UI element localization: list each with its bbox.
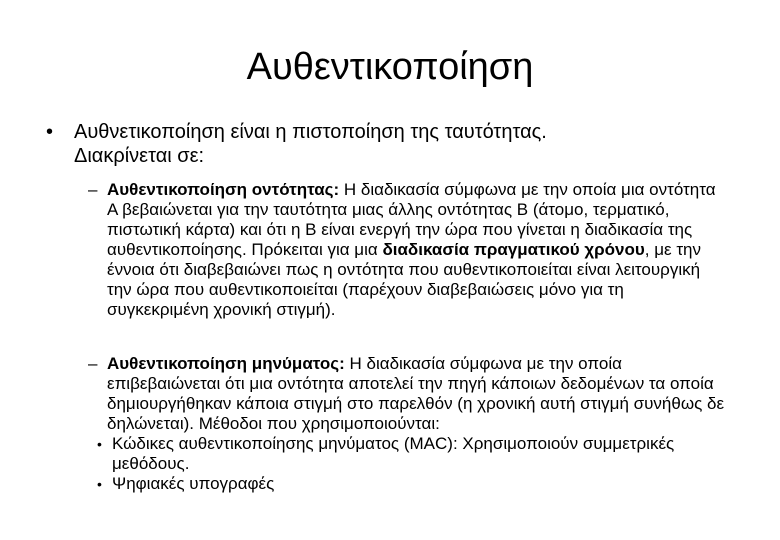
intro-line-2: Διακρίνεται σε:: [74, 145, 205, 167]
slide-title: Αυθεντικοποίηση: [246, 46, 534, 88]
method-item-mac: [97, 434, 728, 474]
method-signatures-text: Ψηφιακές υπογραφές: [112, 474, 275, 493]
message-term: Αυθεντικοποίηση μηνύματος:: [107, 354, 345, 373]
entity-authentication-text: [107, 180, 728, 320]
intro-line-1: Αυθνετικοποίηση είναι η πιστοποίηση της ταυτότητας.: [74, 121, 547, 143]
main-bullet: [46, 120, 746, 168]
message-text: Η διαδικασία σύμφωνα με την οποία επιβεβαιώνεται ότι μια οντότητα αποτελεί την πηγή κάποιων δεδομένων τα οποία δημιουργήθηκαν κάποια στιγμή στο παρελθόν (η χρονική αυτή στιγμή συνήθως δε δηλώνεται). Μέθοδοι που χρησιμοποιούνται:: [107, 354, 725, 433]
message-authentication-text: [107, 354, 728, 434]
bullet-marker: •: [46, 121, 54, 143]
dash-marker: –: [88, 354, 98, 373]
sub-bullet-marker: •: [97, 436, 102, 452]
entity-authentication-item: [88, 180, 728, 320]
sub-bullet-marker: •: [97, 476, 102, 492]
method-mac-text: Κώδικες αυθεντικοποίησης μηνύματος (MAC): Χρησιμοποιούν συμμετρικές μεθόδους.: [112, 434, 675, 473]
entity-text-2: , με την έννοια ότι διαβεβαιώνει πως η οντότητα που αυθεντικοποιείται είναι λειτουργική την ώρα που αυθεντικοποιείται (παρέχουν διαβεβαιώσεις μόνο για τη συγκεκριμένη χρονική στιγμή).: [107, 240, 702, 319]
entity-emphasis: διαδικασία πραγματικού χρόνου: [382, 240, 645, 259]
main-bullet-text: [74, 120, 746, 168]
message-authentication-item: [88, 354, 728, 494]
dash-marker: –: [88, 180, 98, 199]
entity-text-1: Η διαδικασία σύμφωνα με την οποία μια οντότητα Α βεβαιώνεται για την ταυτότητα μιας άλλης οντότητας Β (άτομο, τερματικό, πιστωτική κάρτα) και ότι η Β είναι ενεργή την ώρα που γίνεται η διαδικασία της αυθεντικοποίησης. Πρόκειται για μια: [107, 180, 716, 259]
method-item-signatures: [97, 474, 728, 494]
entity-term: Αυθεντικοποίηση οντότητας:: [107, 180, 340, 199]
